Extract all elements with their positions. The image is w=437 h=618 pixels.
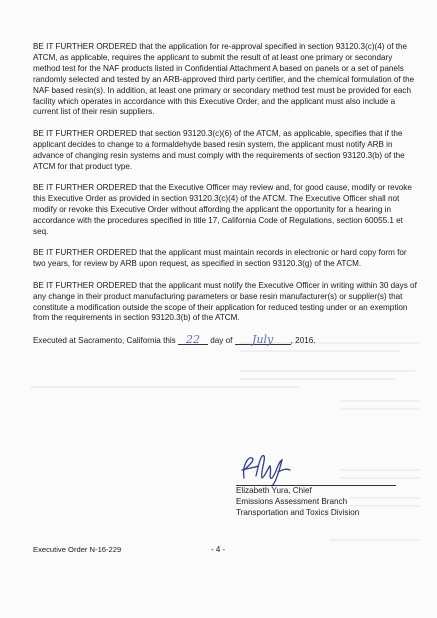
paragraph-records: BE IT FURTHER ORDERED that the applicant must maintain records in electronic or hard copy form for two years, for review by ARB upon request, as specified in section 93120.3(g) of the ATCM.: [33, 248, 407, 269]
paragraph-reapproval: BE IT FURTHER ORDERED that the application for re-approval specified in section 93120.3(c)(4) of the ATCM, as applicable, requires the applicant to submit the result of at least one primary or secondary method test for the NAF products listed in Confidential Attachment A based on panels or a set of panels randomly selected and tested by an ARB-approved third party certifier, and the chemical formulation of the NAF based resin(s). In addition, at least one primary or secondary method test must be provided for each facility which operates in accordance with this Executive Order, and the applicant must also include a current list of their resin suppliers.: [33, 42, 415, 117]
signatory-details: [236, 486, 359, 518]
execution-suffix: , 2016.: [290, 335, 316, 345]
order-body: [33, 42, 418, 347]
execution-prefix: Executed at Sacramento, California this: [33, 335, 176, 345]
signatory-branch: Emissions Assessment Branch: [236, 496, 348, 506]
handwritten-signature: [238, 448, 298, 488]
signatory-name: Elizabeth Yura, Chief: [236, 486, 312, 495]
paragraph-notify-changes: BE IT FURTHER ORDERED that the applicant must notify the Executive Officer in writing within 30 days of any change in their product manufacturing parameters or base resin manufacturer(s) or supplier(s) that constitute a modification outside the scope of their application for reduced testing under or an exemption from the requirements in section 93120.3(b) of the ATCM.: [33, 280, 417, 323]
paragraph-resin-change: BE IT FURTHER ORDERED that section 93120.3(c)(6) of the ATCM, as applicable, specifies that if the applicant decides to change to a formaldehyde based resin system, the applicant must notify ARB in advance of changing resin systems and must comply with the requirements of section 93120.3(b) of the ATCM for that product type.: [33, 128, 405, 171]
execution-day: 22: [178, 335, 208, 345]
footer-page-number: - 4 -: [211, 545, 226, 554]
signatory-division: Transportation and Toxics Division: [236, 507, 360, 517]
execution-month: July: [235, 335, 291, 345]
paragraph-modify-revoke: BE IT FURTHER ORDERED that the Executive Officer may review and, for good cause, modify or revoke this Executive Order as provided in section 93120.3(c)(4) of the ATCM. The Executive Officer shall not modify or revoke this Executive Order without affording the applicant the opportunity for a hearing in accordance with the procedures specified in title 17, California Code of Regulations, section 60055.1 et seq.: [33, 183, 412, 236]
execution-line: [33, 332, 418, 347]
execution-middle: day of: [210, 335, 233, 345]
footer-order-number: Executive Order N-16-229: [33, 545, 122, 554]
